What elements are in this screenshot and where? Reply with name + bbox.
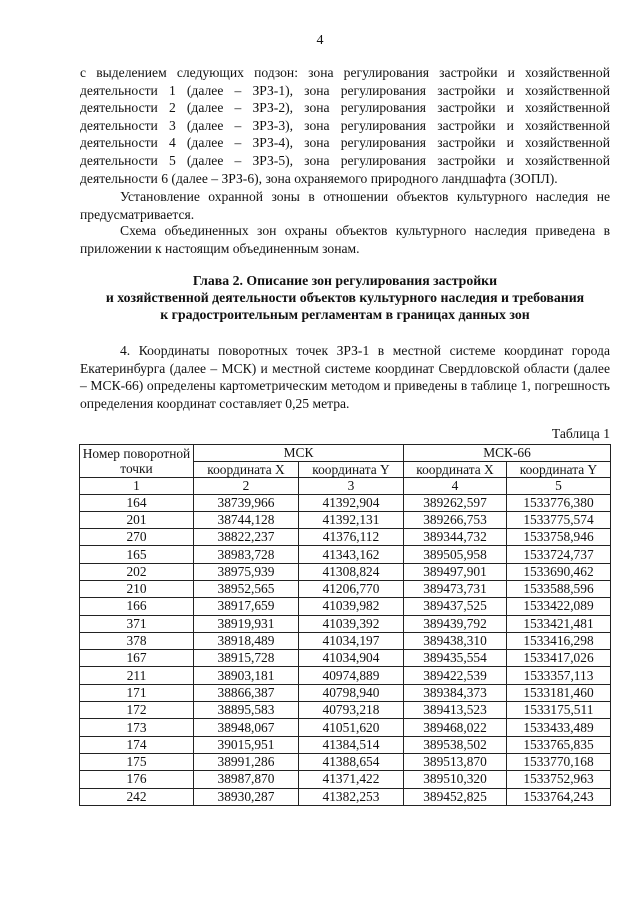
msk66-x-cell: 389505,958: [404, 546, 507, 563]
header-msk66-x: координата X: [404, 461, 507, 478]
msk-y-cell: 41034,904: [299, 650, 404, 667]
msk-y-cell: 40793,218: [299, 702, 404, 719]
msk-y-cell: 41388,654: [299, 753, 404, 770]
point-number-cell: 242: [80, 788, 194, 805]
msk66-x-cell: 389439,792: [404, 615, 507, 632]
table-row: [80, 632, 611, 649]
column-number-row: [80, 478, 611, 495]
msk-y-cell: 41384,514: [299, 736, 404, 753]
point-number-cell: 171: [80, 684, 194, 701]
msk66-y-cell: 1533770,168: [507, 753, 611, 770]
msk-y-cell: 40974,889: [299, 667, 404, 684]
msk-x-cell: 38919,931: [194, 615, 299, 632]
msk66-y-cell: 1533175,511: [507, 702, 611, 719]
protection-zone-paragraph: Установление охранной зоны в отношении объектов культурного наследия не предусматривается.: [80, 189, 610, 222]
header-msk: МСК: [194, 445, 404, 462]
msk66-y-cell: 1533433,489: [507, 719, 611, 736]
msk66-y-cell: 1533776,380: [507, 494, 611, 511]
table-row: [80, 494, 611, 511]
header-point-number: Номер поворотной точки: [80, 445, 194, 478]
msk66-x-cell: 389473,731: [404, 580, 507, 597]
table-row: [80, 580, 611, 597]
msk-x-cell: 38930,287: [194, 788, 299, 805]
scheme-paragraph: Схема объединенных зон охраны объектов культурного наследия приведена в приложении к настоящим объединенным зонам.: [80, 223, 610, 256]
column-number: 5: [507, 478, 611, 495]
msk-y-cell: 41308,824: [299, 563, 404, 580]
msk-x-cell: 38915,728: [194, 650, 299, 667]
msk66-x-cell: 389468,022: [404, 719, 507, 736]
msk-y-cell: 41051,620: [299, 719, 404, 736]
msk66-x-cell: 389452,825: [404, 788, 507, 805]
chapter-heading-line-2: и хозяйственной деятельности объектов культурного наследия и требования: [105, 290, 585, 306]
msk66-y-cell: 1533181,460: [507, 684, 611, 701]
point-number-cell: 167: [80, 650, 194, 667]
msk-y-cell: 41039,392: [299, 615, 404, 632]
msk66-y-cell: 1533588,596: [507, 580, 611, 597]
point-number-cell: 371: [80, 615, 194, 632]
point-number-cell: 176: [80, 771, 194, 788]
table-row: [80, 736, 611, 753]
msk66-y-cell: 1533764,243: [507, 788, 611, 805]
msk-x-cell: 38822,237: [194, 529, 299, 546]
header-msk-y: координата Y: [299, 461, 404, 478]
table-row: [80, 598, 611, 615]
intro-paragraph: [80, 64, 610, 187]
msk-y-cell: 41382,253: [299, 788, 404, 805]
point-number-cell: 173: [80, 719, 194, 736]
msk66-x-cell: 389538,502: [404, 736, 507, 753]
header-msk66-y: координата Y: [507, 461, 611, 478]
msk-x-cell: 38983,728: [194, 546, 299, 563]
msk66-y-cell: 1533765,835: [507, 736, 611, 753]
coordinates-paragraph: 4. Координаты поворотных точек ЗРЗ-1 в местной системе координат города Екатеринбурга (далее – МСК) и местной системе координат Свердловской области (далее – МСК-66) определены картометрическим методом и приведены в таблице 1, погрешность определения координат составляет 0,25 метра.: [80, 343, 610, 411]
msk66-x-cell: 389266,753: [404, 511, 507, 528]
table-body: [80, 494, 611, 805]
msk-y-cell: 41343,162: [299, 546, 404, 563]
msk66-x-cell: 389497,901: [404, 563, 507, 580]
msk66-y-cell: 1533758,946: [507, 529, 611, 546]
msk-x-cell: 38739,966: [194, 494, 299, 511]
msk-y-cell: 41392,131: [299, 511, 404, 528]
chapter-heading: [80, 272, 610, 324]
msk-y-cell: 41371,422: [299, 771, 404, 788]
table-row: [80, 563, 611, 580]
msk66-y-cell: 1533421,481: [507, 615, 611, 632]
msk66-y-cell: 1533357,113: [507, 667, 611, 684]
msk-x-cell: 38744,128: [194, 511, 299, 528]
point-number-cell: 201: [80, 511, 194, 528]
msk-y-cell: 41039,982: [299, 598, 404, 615]
column-number: 1: [80, 478, 194, 495]
subzones-paragraph: с выделением следующих подзон: зона регулирования застройки и хозяйственной деятельности 1 (далее – ЗРЗ-1), зона регулирования застройки и хозяйственной деятельности 2 (далее – ЗРЗ-2), зона регулирования застройки и хозяйственной деятельности 3 (далее – ЗРЗ-3), зона регулирования застройки и хозяйственной деятельности 4 (далее – ЗРЗ-4), зона регулирования застройки и хозяйственной деятельности 5 (далее – ЗРЗ-5), зона регулирования застройки и хозяйственной деятельности 6 (далее – ЗРЗ-6), зона охраняемого природного ландшафта (ЗОПЛ).: [80, 65, 610, 186]
msk66-x-cell: 389422,539: [404, 667, 507, 684]
table-row: [80, 719, 611, 736]
msk66-x-cell: 389435,554: [404, 650, 507, 667]
point-number-cell: 210: [80, 580, 194, 597]
msk-x-cell: 38948,067: [194, 719, 299, 736]
page-number: 4: [316, 33, 324, 48]
msk66-y-cell: 1533417,026: [507, 650, 611, 667]
msk66-x-cell: 389437,525: [404, 598, 507, 615]
scheme-paragraph-block: [80, 222, 610, 257]
table-row: [80, 546, 611, 563]
msk66-x-cell: 389262,597: [404, 494, 507, 511]
msk-x-cell: 38918,489: [194, 632, 299, 649]
column-number: 2: [194, 478, 299, 495]
table-row: [80, 511, 611, 528]
table-row: [80, 684, 611, 701]
chapter-heading-line-3: к градостроительным регламентам в границах данных зон: [160, 307, 530, 323]
msk-y-cell: 40798,940: [299, 684, 404, 701]
table-row: [80, 771, 611, 788]
msk-x-cell: 38895,583: [194, 702, 299, 719]
msk66-x-cell: 389438,310: [404, 632, 507, 649]
table-row: [80, 529, 611, 546]
point-number-cell: 166: [80, 598, 194, 615]
msk66-y-cell: 1533690,462: [507, 563, 611, 580]
chapter-heading-line-1: Глава 2. Описание зон регулирования застройки: [192, 273, 498, 288]
msk-x-cell: 38991,286: [194, 753, 299, 770]
point-number-cell: 211: [80, 667, 194, 684]
table-row: [80, 667, 611, 684]
point-number-cell: 202: [80, 563, 194, 580]
msk-y-cell: 41034,197: [299, 632, 404, 649]
protection-zone-paragraph-block: [80, 188, 610, 223]
point-number-cell: 164: [80, 494, 194, 511]
msk-y-cell: 41206,770: [299, 580, 404, 597]
column-number: 4: [404, 478, 507, 495]
header-msk-x: координата X: [194, 461, 299, 478]
table-row: [80, 702, 611, 719]
point-number-cell: 175: [80, 753, 194, 770]
msk-x-cell: 38952,565: [194, 580, 299, 597]
msk66-y-cell: 1533416,298: [507, 632, 611, 649]
msk66-x-cell: 389413,523: [404, 702, 507, 719]
msk66-y-cell: 1533422,089: [507, 598, 611, 615]
point-number-cell: 172: [80, 702, 194, 719]
msk-y-cell: 41376,112: [299, 529, 404, 546]
column-number: 3: [299, 478, 404, 495]
msk66-y-cell: 1533752,963: [507, 771, 611, 788]
msk-x-cell: 38987,870: [194, 771, 299, 788]
header-msk66: МСК-66: [404, 445, 611, 462]
point-number-cell: 270: [80, 529, 194, 546]
msk66-x-cell: 389344,732: [404, 529, 507, 546]
msk-y-cell: 41392,904: [299, 494, 404, 511]
point-number-cell: 165: [80, 546, 194, 563]
table-row: [80, 650, 611, 667]
msk-x-cell: 38866,387: [194, 684, 299, 701]
msk-x-cell: 38917,659: [194, 598, 299, 615]
msk-x-cell: 38903,181: [194, 667, 299, 684]
msk-x-cell: 39015,951: [194, 736, 299, 753]
msk66-x-cell: 389384,373: [404, 684, 507, 701]
point-number-cell: 174: [80, 736, 194, 753]
msk66-x-cell: 389510,320: [404, 771, 507, 788]
msk-x-cell: 38975,939: [194, 563, 299, 580]
point-number-cell: 378: [80, 632, 194, 649]
coordinates-table: [79, 444, 611, 806]
table-caption: Таблица 1: [551, 426, 610, 441]
table-row: [80, 753, 611, 770]
msk66-y-cell: 1533724,737: [507, 546, 611, 563]
table-row: [80, 788, 611, 805]
coordinates-paragraph-block: [80, 342, 610, 412]
table-row: [80, 615, 611, 632]
msk66-y-cell: 1533775,574: [507, 511, 611, 528]
msk66-x-cell: 389513,870: [404, 753, 507, 770]
